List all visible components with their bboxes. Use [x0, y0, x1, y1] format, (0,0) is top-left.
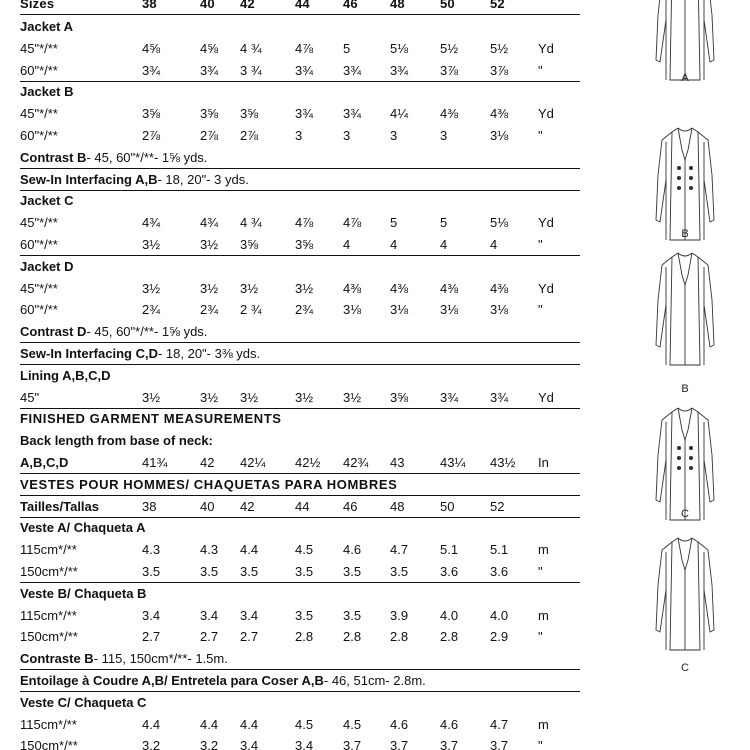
yardage-value: 4	[490, 237, 498, 252]
fabric-width-label: 45"*/**	[20, 215, 58, 231]
yardage-value: 3¾	[343, 106, 362, 122]
heading-label: VESTES POUR HOMMES/ CHAQUETAS PARA HOMBRES	[20, 476, 398, 492]
yardage-value: 3.5	[343, 607, 362, 623]
yardage-value: 4 ¾	[240, 215, 262, 231]
yardage-value: 4.4	[200, 716, 219, 732]
yardage-value: 3¾	[295, 106, 314, 122]
note-row	[20, 147, 580, 169]
yardage-value: 4 ¾	[240, 40, 262, 56]
view-letter: B	[681, 383, 689, 395]
fabric-width-label: A,B,C,D	[20, 455, 69, 470]
coat-sketch	[620, 120, 750, 250]
sizes-header-row	[20, 0, 580, 15]
yardage-value: 3½	[200, 280, 219, 296]
yardage-value: 3⅞	[440, 62, 459, 78]
note-text: - 115, 150cm*/**- 1.5m.	[93, 651, 228, 667]
unit-label: In	[538, 455, 549, 470]
yardage-value: 4.7	[390, 542, 409, 558]
size-cell: 48	[390, 0, 405, 11]
view-letter: C	[681, 508, 689, 520]
note-text: - 45, 60"*/**- 1⅝ yds.	[86, 324, 208, 340]
yardage-value: 2¾	[295, 302, 314, 318]
yardage-value: 52	[490, 498, 505, 514]
yardage-value: 2⅞	[200, 128, 219, 143]
fabric-width-label: 45"	[20, 389, 40, 405]
heading-label: FINISHED GARMENT MEASUREMENTS	[20, 411, 282, 427]
yardage-value: 3¾	[390, 62, 409, 78]
yardage-value: 2.8	[390, 629, 409, 645]
yardage-value: 3.4	[240, 738, 259, 750]
yardage-value: 4.6	[343, 542, 362, 558]
view-letter: A	[681, 72, 689, 84]
yardage-value: 4.5	[343, 716, 362, 732]
yardage-value: 5.1	[490, 542, 509, 558]
yardage-value: 3 ¾	[240, 62, 262, 78]
yardage-row	[20, 103, 580, 124]
yardage-value: 3	[390, 128, 398, 143]
note-row	[20, 670, 580, 692]
heading-label: Veste B/ Chaqueta B	[20, 585, 147, 601]
heading-label: Veste C/ Chaqueta C	[20, 694, 147, 710]
coat-drawing	[620, 245, 750, 375]
note-label: Contraste B	[20, 651, 94, 667]
size-cell: 42	[240, 0, 255, 11]
yardage-value: 4.4	[142, 716, 161, 732]
yardage-value: 4¾	[200, 215, 219, 231]
yardage-value: 3	[343, 128, 351, 143]
fabric-width-label: 60"*/**	[20, 128, 58, 143]
size-cell: 44	[295, 0, 310, 11]
yardage-value: 3⅝	[200, 106, 219, 122]
size-cell: 40	[200, 0, 215, 11]
yardage-value: 4⅜	[440, 106, 459, 122]
fabric-width-label: 45"*/**	[20, 280, 58, 296]
garment-heading	[20, 365, 580, 386]
yardage-value: 3⅛	[440, 302, 459, 318]
unit-label: "	[538, 629, 543, 645]
heading-label: Lining A,B,C,D	[20, 367, 111, 383]
garment-heading	[20, 583, 580, 604]
yardage-value: 46	[343, 498, 358, 514]
yardage-value: 2.8	[343, 629, 362, 645]
heading-label: Veste A/ Chaqueta A	[20, 520, 146, 536]
yardage-value: 4	[390, 237, 398, 252]
yardage-value: 3¾	[142, 62, 161, 78]
yardage-value: 3½	[142, 389, 161, 405]
heading-label: Jacket B	[20, 84, 74, 100]
yardage-value: 4.6	[390, 716, 409, 732]
yardage-value: 3⅝	[295, 237, 314, 252]
sizes-label: Sizes	[20, 0, 55, 11]
yardage-value: 2 ¾	[240, 302, 262, 318]
yardage-value: 4⅜	[390, 280, 409, 296]
unit-label: m	[538, 716, 549, 732]
unit-label: m	[538, 542, 549, 558]
yardage-value: 3¾	[343, 62, 362, 78]
yardage-value: 43¼	[440, 455, 466, 470]
yardage-row	[20, 278, 580, 299]
yardage-value: 3½	[295, 389, 314, 405]
size-cell: 52	[490, 0, 505, 11]
yardage-value: 3¾	[200, 62, 219, 78]
yardage-value: 3.6	[490, 564, 509, 579]
yardage-row	[20, 714, 580, 735]
unit-label: "	[538, 302, 543, 318]
yardage-value: 3⅛	[390, 302, 409, 318]
yardage-value: 4.5	[295, 716, 314, 732]
yardage-value: 3½	[295, 280, 314, 296]
yardage-value: 3.4	[200, 607, 219, 623]
yardage-value: 3½	[240, 280, 259, 296]
yardage-row	[20, 125, 580, 146]
note-label: Sew-In Interfacing C,D	[20, 346, 158, 361]
yardage-value: 3.5	[240, 564, 259, 579]
yardage-value: 42	[200, 455, 215, 470]
yardage-value: 4	[343, 237, 351, 252]
fabric-width-label: 115cm*/**	[20, 716, 77, 732]
yardage-value: 4.5	[295, 542, 314, 558]
yardage-row	[20, 38, 580, 59]
unit-label: "	[538, 738, 543, 750]
yardage-value: 44	[295, 498, 310, 514]
yardage-value: 4⅞	[343, 215, 362, 231]
yardage-row	[20, 212, 580, 233]
yardage-row	[20, 60, 580, 82]
yardage-value: 3⅛	[343, 302, 362, 318]
yardage-value: 5½	[490, 40, 509, 56]
yardage-value: 3.5	[142, 564, 161, 579]
yardage-value: 4.3	[142, 542, 161, 558]
yardage-value: 4.4	[240, 716, 259, 732]
yardage-value: 5.1	[440, 542, 459, 558]
yardage-value: 3⅛	[490, 302, 509, 318]
note-row	[20, 343, 580, 365]
yardage-value: 43½	[490, 455, 516, 470]
yardage-value: 3.9	[390, 607, 409, 623]
heading-label: Jacket D	[20, 258, 74, 274]
unit-label: Yd	[538, 40, 554, 56]
coat-sketch	[620, 245, 750, 395]
yardage-value: 2.8	[440, 629, 459, 645]
yardage-value: 3	[295, 128, 303, 143]
unit-label: m	[538, 607, 549, 623]
yardage-value: 41¾	[142, 455, 168, 470]
note-text: - 18, 20"- 3⅜ yds.	[157, 346, 261, 361]
yardage-value: 4⅜	[343, 280, 362, 296]
note-text: - 46, 51cm- 2.8m.	[323, 673, 426, 688]
yardage-value: 50	[440, 498, 455, 514]
coat-sketch	[620, 0, 750, 90]
note-text: - 45, 60"*/**- 1⅝ yds.	[86, 149, 208, 165]
fabric-width-label: 45"*/**	[20, 40, 58, 56]
yardage-value: 3.5	[390, 564, 409, 579]
yardage-value: 5	[343, 40, 351, 56]
garment-heading	[20, 81, 580, 102]
yardage-value: 2¾	[200, 302, 219, 318]
yardage-value: 42¼	[240, 455, 266, 470]
fabric-width-label: 60"*/**	[20, 62, 58, 78]
note-text: - 18, 20"- 3 yds.	[157, 171, 249, 187]
note-row	[20, 169, 580, 191]
yardage-value: 3.5	[295, 607, 314, 623]
yardage-value: 42¾	[343, 455, 369, 470]
yardage-row	[20, 539, 580, 560]
size-cell: 50	[440, 0, 455, 11]
yardage-value: 3.7	[343, 738, 362, 750]
yardage-row	[20, 496, 580, 518]
yardage-row	[20, 452, 580, 474]
coat-drawing	[620, 530, 750, 660]
fabric-width-label: 60"*/**	[20, 237, 58, 252]
coat-sketch	[620, 530, 750, 674]
yardage-value: 4.3	[200, 542, 219, 558]
yardage-value: 3¾	[295, 62, 314, 78]
yardage-row	[20, 234, 580, 256]
yardage-value: 4¾	[142, 215, 161, 231]
yardage-value: 40	[200, 498, 215, 514]
fabric-width-label: 150cm*/**	[20, 564, 78, 579]
yardage-value: 48	[390, 498, 405, 514]
yardage-value: 3.7	[490, 738, 509, 750]
yardage-value: 4⅞	[295, 215, 314, 231]
yardage-value: 3⅛	[490, 128, 509, 143]
yardage-value: 4⅝	[200, 40, 219, 56]
unit-label: Yd	[538, 280, 554, 296]
garment-heading	[20, 692, 580, 713]
yardage-value: 4⅜	[490, 280, 509, 296]
note-label: Entoilage à Coudre A,B/ Entretela para Coser A,B	[20, 673, 324, 688]
yardage-value: 2.7	[200, 629, 219, 645]
yardage-value: 3¾	[440, 389, 459, 405]
fabric-width-label: Tailles/Tallas	[20, 498, 100, 514]
yardage-row	[20, 561, 580, 583]
garment-heading	[20, 16, 580, 37]
yardage-value: 5⅛	[390, 40, 409, 56]
unit-label: Yd	[538, 106, 554, 122]
fabric-width-label: 150cm*/**	[20, 629, 78, 645]
yardage-value: 3½	[142, 280, 161, 296]
unit-label: "	[538, 564, 543, 579]
fabric-width-label: 115cm*/**	[20, 542, 77, 558]
yardage-row	[20, 299, 580, 320]
fabric-width-label: 60"*/**	[20, 302, 58, 318]
yardage-value: 2⅞	[142, 128, 161, 143]
yardage-value: 4.4	[240, 542, 259, 558]
yardage-value: 5⅛	[490, 215, 509, 231]
yardage-value: 3.5	[343, 564, 362, 579]
garment-heading	[20, 430, 580, 451]
note-label: Sew-In Interfacing A,B	[20, 171, 158, 187]
yardage-value: 3½	[200, 389, 219, 405]
view-letter: C	[681, 662, 689, 674]
yardage-value: 3⅝	[142, 106, 161, 122]
yardage-row	[20, 387, 580, 409]
garment-sketches	[620, 0, 750, 750]
yardage-value: 5½	[440, 40, 459, 56]
yardage-value: 3⅝	[240, 237, 259, 252]
garment-heading	[20, 256, 580, 277]
heading-label: Jacket C	[20, 193, 74, 209]
yardage-value: 2⅞	[240, 128, 259, 143]
heading-label: Jacket A	[20, 19, 73, 34]
yardage-value: 42	[240, 498, 255, 514]
yardage-value: 2.7	[142, 629, 161, 645]
unit-label: Yd	[538, 215, 554, 231]
yardage-value: 4⅜	[490, 106, 509, 122]
unit-label: "	[538, 62, 543, 78]
note-label: Contrast D	[20, 324, 87, 340]
yardage-value: 2¾	[142, 302, 161, 318]
yardage-value: 4	[440, 237, 448, 252]
yardage-value: 4.7	[490, 716, 509, 732]
yardage-row	[20, 735, 580, 750]
yardage-value: 5	[440, 215, 448, 231]
yardage-value: 2.8	[295, 629, 314, 645]
section-heading	[20, 474, 580, 496]
yardage-value: 3.2	[200, 738, 219, 750]
yardage-value: 4¼	[390, 106, 409, 122]
yardage-value: 3.4	[142, 607, 161, 623]
yardage-value: 3.4	[295, 738, 314, 750]
yardage-value: 3.6	[440, 564, 459, 579]
garment-heading	[20, 190, 580, 211]
size-cell: 38	[142, 0, 157, 11]
size-cell: 46	[343, 0, 358, 11]
yardage-value: 3¾	[490, 389, 509, 405]
fabric-width-label: 150cm*/**	[20, 738, 78, 750]
yardage-value: 3⅝	[240, 106, 259, 122]
yardage-value: 3.5	[295, 564, 314, 579]
yardage-value: 3½	[240, 389, 259, 405]
yardage-value: 3½	[343, 389, 362, 405]
yardage-value: 3.7	[390, 738, 409, 750]
note-row	[20, 648, 580, 670]
yardage-value: 2.7	[240, 629, 259, 645]
yardage-value: 3½	[200, 237, 219, 252]
heading-label: Back length from base of neck:	[20, 433, 213, 449]
yardage-value: 38	[142, 498, 157, 514]
unit-label: "	[538, 237, 543, 252]
yardage-value: 4⅝	[142, 40, 161, 56]
yardage-row	[20, 626, 580, 647]
fabric-width-label: 115cm*/**	[20, 607, 77, 623]
yardage-value: 5	[390, 215, 398, 231]
garment-heading	[20, 517, 580, 538]
yardage-value: 4⅞	[295, 40, 314, 56]
view-letter: B	[681, 228, 689, 240]
yardage-value: 4.0	[490, 607, 509, 623]
yardage-value: 3⅞	[490, 62, 509, 78]
note-row	[20, 321, 580, 343]
yardage-value: 4.0	[440, 607, 459, 623]
unit-label: Yd	[538, 389, 554, 405]
yardage-value: 4⅜	[440, 280, 459, 296]
fabric-width-label: 45"*/**	[20, 106, 58, 122]
yardage-value: 3.7	[440, 738, 459, 750]
yardage-value: 3.5	[200, 564, 219, 579]
yardage-value: 3	[440, 128, 448, 143]
yardage-value: 4.6	[440, 716, 459, 732]
unit-label: "	[538, 128, 543, 143]
section-heading	[20, 408, 580, 429]
note-label: Contrast B	[20, 149, 87, 165]
coat-sketch	[620, 400, 750, 530]
yardage-value: 42½	[295, 455, 321, 470]
yardage-row	[20, 605, 580, 626]
yardage-value: 3½	[142, 237, 161, 252]
yardage-value: 3.2	[142, 738, 161, 750]
yardage-value: 2.9	[490, 629, 509, 645]
yardage-value: 43	[390, 455, 405, 470]
yardage-value: 3⅝	[390, 389, 409, 405]
yardage-value: 3.4	[240, 607, 259, 623]
